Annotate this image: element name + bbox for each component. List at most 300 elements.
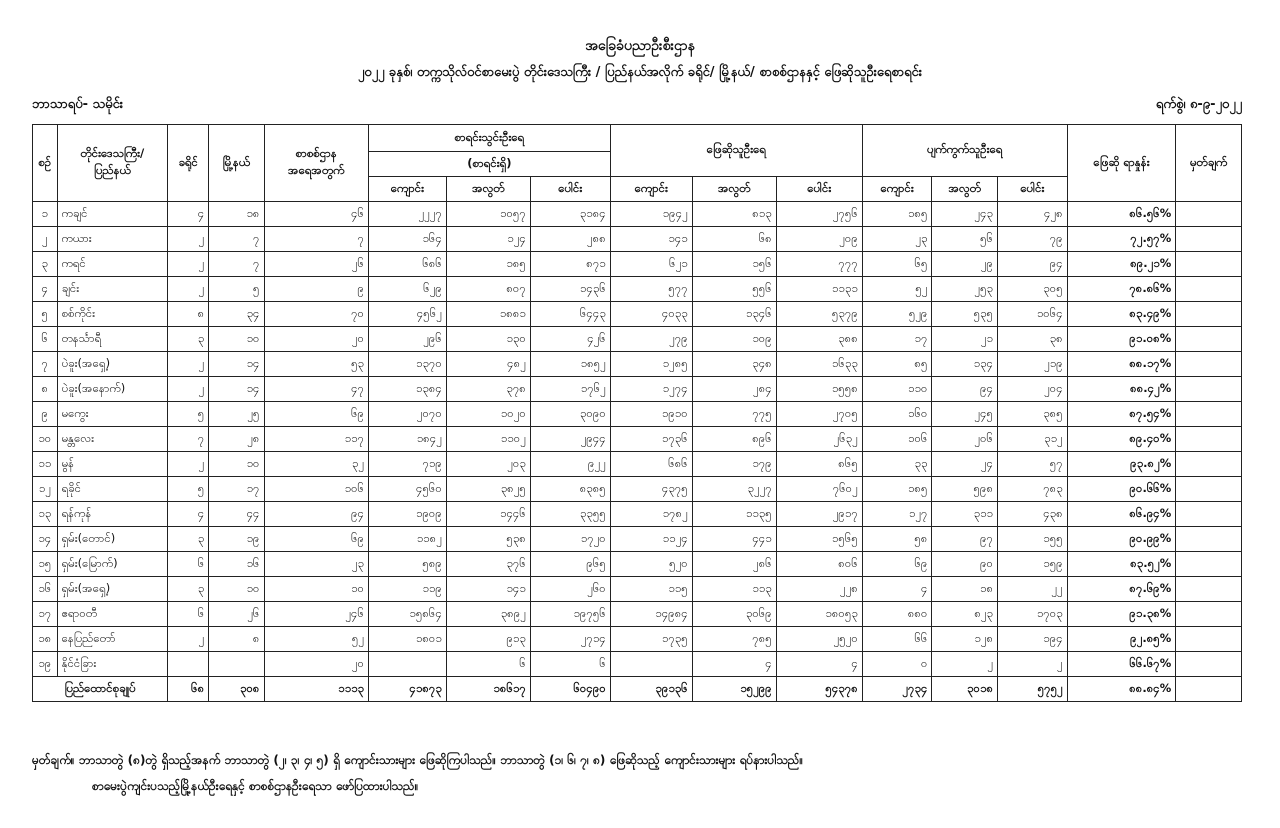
table-row (33, 402, 1242, 427)
cell-no: ၉ (33, 402, 58, 427)
cell-s2: ၁၃၄၆ (692, 302, 776, 327)
cell-s3: ၈၆၅ (776, 452, 862, 477)
cell-d: ၈ (168, 302, 209, 327)
cell-c: ၆၉ (264, 527, 369, 552)
cell-d: ၄ (168, 502, 209, 527)
cell-no: ၁၃ (33, 502, 58, 527)
cell-name: ဧရာဝတီ (57, 602, 168, 627)
cell-remark (1176, 352, 1242, 377)
cell-c: ၂၀ (264, 652, 369, 677)
cell-s1: ၁၉၁၀ (610, 402, 692, 427)
cell-a2: ၁၂၈ (932, 627, 998, 652)
cell-s2: ၄ (692, 652, 776, 677)
cell-a2: ၁၃၄ (932, 352, 998, 377)
cell-a2: ၅၃၅ (932, 302, 998, 327)
cell-r1: ၁၈၄၂ (369, 427, 447, 452)
cell-c: ၁၀ (264, 577, 369, 602)
header-abs-school: ကျောင်း (862, 177, 932, 202)
cell-r1: ၆၂၉ (369, 277, 447, 302)
cell-s1: ၁၇၃၅ (610, 627, 692, 652)
cell-d: ၂ (168, 352, 209, 377)
cell-a3: ၃၁၂ (998, 427, 1068, 452)
cell-t: ၁၉ (209, 527, 264, 552)
cell-a2: ၂၄ (932, 452, 998, 477)
cell-s2: ၁၀၉ (692, 327, 776, 352)
header-township: မြို့နယ် (209, 125, 264, 202)
cell-name: ရှမ်း(တောင်) (57, 527, 168, 552)
cell-s1: ၁၄၁ (610, 227, 692, 252)
cell-r3: ၈၃၈၅ (530, 477, 610, 502)
cell-r2: ၄၈၂ (446, 352, 530, 377)
cell-a2: ၉၄ (932, 377, 998, 402)
cell-r1: ၂၉၆ (369, 327, 447, 352)
cell-s1: ၁၂၈၅ (610, 352, 692, 377)
cell-remark (1176, 527, 1242, 552)
table-row (33, 502, 1242, 527)
cell-name: ရခိုင် (57, 477, 168, 502)
header-sat: ဖြေဆိုသူဦးရေ (610, 125, 862, 177)
table-row (33, 352, 1242, 377)
cell-a2: ၈၂၃ (932, 602, 998, 627)
cell-r2: ၁၃၀ (446, 327, 530, 352)
cell-s3: ၁၅၆၅ (776, 527, 862, 552)
cell-t: ၂၅ (209, 402, 264, 427)
cell-r2: ၁၈၅ (446, 252, 530, 277)
cell-c: ၅၂ (264, 627, 369, 652)
cell-r1: ၇၁၉ (369, 452, 447, 477)
cell-a1: ၁၁၀ (862, 377, 932, 402)
cell-r1 (369, 652, 447, 677)
cell-a1: ၁၀၆ (862, 427, 932, 452)
cell-a2: ၂၄၅ (932, 402, 998, 427)
cell-s2: ၇၈၅ (692, 627, 776, 652)
cell-s1: ၁၉၄၂ (610, 202, 692, 227)
cell-a3: ၃၈ (998, 327, 1068, 352)
cell-s1 (610, 652, 692, 677)
cell-r3: ၂၈၈ (530, 227, 610, 252)
cell-a2: ၂၄၃ (932, 202, 998, 227)
table-row (33, 627, 1242, 652)
cell-name: ကယား (57, 227, 168, 252)
cell-r3: ၆ (530, 652, 610, 677)
cell-a2: ၅၉၈ (932, 477, 998, 502)
cell-s1: ၅၇၇ (610, 277, 692, 302)
cell-a1: ၆၆ (862, 627, 932, 652)
cell-r3: ၉၂၂ (530, 452, 610, 477)
cell-d: ၂ (168, 277, 209, 302)
cell-t: ၁၀ (209, 577, 264, 602)
cell-remark (1176, 602, 1242, 627)
header-registered: စာရင်းသွင်းဦးရေ (369, 125, 611, 152)
cell-s1: ၁၂၇၄ (610, 377, 692, 402)
total-cell-r1: ၄၁၈၇၃ (369, 677, 447, 702)
cell-no: ၁၂ (33, 477, 58, 502)
cell-c: ၁၀၆ (264, 477, 369, 502)
cell-d: ၃ (168, 327, 209, 352)
cell-r3: ၆၄၄၃ (530, 302, 610, 327)
cell-a3: ၃၀၅ (998, 277, 1068, 302)
cell-name: နိုင်ငံခြား (57, 652, 168, 677)
cell-a1: ၁၈၅ (862, 477, 932, 502)
cell-d: ၃ (168, 577, 209, 602)
header-remark: မှတ်ချက် (1176, 125, 1242, 202)
cell-r2: ၁၁၀၂ (446, 427, 530, 452)
cell-s2: ၃၂၂၇ (692, 477, 776, 502)
cell-s2: ၅၅၆ (692, 277, 776, 302)
cell-d: ၂ (168, 377, 209, 402)
cell-t: ၇ (209, 252, 264, 277)
header-reg-total: ပေါင်း (530, 177, 610, 202)
cell-s2: ၂၈၆ (692, 552, 776, 577)
table-row (33, 427, 1242, 452)
cell-t: ၂၆ (209, 602, 264, 627)
cell-d (168, 652, 209, 677)
cell-a2: ၉၀ (932, 552, 998, 577)
cell-a2: ၂၅၃ (932, 277, 998, 302)
cell-no: ၁၇ (33, 602, 58, 627)
cell-c: ၂၃ (264, 552, 369, 577)
cell-a2: ၂၀၆ (932, 427, 998, 452)
cell-a1: ၀ (862, 652, 932, 677)
cell-s2: ၈၉၆ (692, 427, 776, 452)
cell-r3: ၁၈၅၂ (530, 352, 610, 377)
footnote-1: မှတ်ချက်။ ဘာသာတွဲ (၈)တွဲ ရှိသည့်အနက် ဘာသာတွဲ (၂၊ ၃၊ ၄၊ ၅) ရှိ ကျောင်းသားများ ဖြေဆိုကြပါသည်။ ဘာသာတွဲ (၁၊ ၆၊ ၇၊ ၈) ဖြေဆိုသည့် ကျောင်းသားများ ရပ်နားပါသည်။ (32, 753, 804, 767)
header-abs-total: ပေါင်း (998, 177, 1068, 202)
cell-remark (1176, 227, 1242, 252)
header-sat-private: အလွတ် (692, 177, 776, 202)
cell-d: ၂ (168, 227, 209, 252)
header-region: တိုင်းဒေသကြီး/ ပြည်နယ် (57, 125, 168, 202)
cell-a1: ၃၃ (862, 452, 932, 477)
header-registered-sub: (စာရင်းရှိ) (369, 152, 611, 177)
cell-r1: ၁၃၈၄ (369, 377, 447, 402)
cell-r2: ၁၄၁ (446, 577, 530, 602)
cell-a3: ၄၂၈ (998, 202, 1068, 227)
cell-c: ၂၄၆ (264, 602, 369, 627)
cell-r1: ၁၃၇၀ (369, 352, 447, 377)
cell-c: ၂၀ (264, 327, 369, 352)
cell-no: ၄ (33, 277, 58, 302)
cell-s1: ၅၂၀ (610, 552, 692, 577)
cell-r1: ၂၂၂၇ (369, 202, 447, 227)
cell-s1: ၂၇၉ (610, 327, 692, 352)
cell-c: ၅၃ (264, 352, 369, 377)
cell-name: ပဲခူး(အနောက်) (57, 377, 168, 402)
cell-c: ၄၆ (264, 202, 369, 227)
cell-no: ၈ (33, 377, 58, 402)
cell-a3: ၁၉၄ (998, 627, 1068, 652)
cell-s3: ၁၁၃၁ (776, 277, 862, 302)
cell-remark (1176, 327, 1242, 352)
cell-remark (1176, 502, 1242, 527)
cell-t: ၁၄ (209, 377, 264, 402)
cell-remark (1176, 577, 1242, 602)
cell-a3: ၂၀၄ (998, 377, 1068, 402)
cell-remark (1176, 202, 1242, 227)
table-row (33, 302, 1242, 327)
cell-c: ၆၉ (264, 402, 369, 427)
cell-d: ၂ (168, 252, 209, 277)
cell-rate: ၈၆.၅၆% (1067, 202, 1176, 227)
cell-a3: ၅၇ (998, 452, 1068, 477)
cell-t: ၁၄ (209, 352, 264, 377)
table-row (33, 327, 1242, 352)
cell-no: ၁၉ (33, 652, 58, 677)
date-label: ရက်စွဲ၊ ၈-၉-၂၀၂၂ (1155, 97, 1242, 112)
cell-r1: ၅၈၉ (369, 552, 447, 577)
cell-t: ၁၈ (209, 202, 264, 227)
cell-r2: ၁၀၂၀ (446, 402, 530, 427)
table-row (33, 527, 1242, 552)
cell-t: ၂၈ (209, 427, 264, 452)
cell-no: ၁၅ (33, 552, 58, 577)
cell-a1: ၅၈ (862, 527, 932, 552)
cell-r3: ၉၆၅ (530, 552, 610, 577)
header-district: ခရိုင် (168, 125, 209, 202)
cell-d: ၂ (168, 452, 209, 477)
cell-no: ၂ (33, 227, 58, 252)
cell-s3: ၁၆၃၃ (776, 352, 862, 377)
cell-r1: ၄၅၆၀ (369, 477, 447, 502)
cell-name: မန္တလေး (57, 427, 168, 452)
cell-rate: ၈၆.၉၄% (1067, 502, 1176, 527)
cell-remark (1176, 452, 1242, 477)
cell-remark (1176, 477, 1242, 502)
cell-no: ၅ (33, 302, 58, 327)
page-title: အခြေခံပညာဦးစီးဌာန (585, 38, 695, 54)
cell-a3: ၂ (998, 652, 1068, 677)
table-row (33, 377, 1242, 402)
cell-a3: ၁၀၆၄ (998, 302, 1068, 327)
cell-t: ၇ (209, 227, 264, 252)
cell-rate: ၉၀.၆၆% (1067, 477, 1176, 502)
cell-c: ၁၁၇ (264, 427, 369, 452)
cell-r3: ၁၇၂၀ (530, 527, 610, 552)
cell-a1: ၁၆၀ (862, 402, 932, 427)
cell-c: ၃၂ (264, 452, 369, 477)
cell-a2: ၃၁၁ (932, 502, 998, 527)
cell-r1: ၁၆၄ (369, 227, 447, 252)
cell-r2: ၂၀၃ (446, 452, 530, 477)
cell-a2: ၉၇ (932, 527, 998, 552)
cell-rate: ၈၇.၆၉% (1067, 577, 1176, 602)
cell-a1: ၁၂၇ (862, 502, 932, 527)
cell-r3: ၁၇၆၂ (530, 377, 610, 402)
cell-r1: ၁၁၈၂ (369, 527, 447, 552)
cell-a3: ၃၈၅ (998, 402, 1068, 427)
header-centers: စာစစ်ဌာန အရေအတွက် (264, 125, 369, 202)
cell-t: ၁၇ (209, 477, 264, 502)
cell-no: ၁၁ (33, 452, 58, 477)
cell-no: ၇ (33, 352, 58, 377)
cell-s1: ၁၇၈၂ (610, 502, 692, 527)
cell-rate: ၆၆.၆၇% (1067, 652, 1176, 677)
cell-r3: ၃၃၅၅ (530, 502, 610, 527)
cell-no: ၆ (33, 327, 58, 352)
cell-r3: ၃၀၉၀ (530, 402, 610, 427)
cell-a2: ၂၉ (932, 252, 998, 277)
cell-r1: ၁၈၀၁ (369, 627, 447, 652)
cell-s1: ၆၈၆ (610, 452, 692, 477)
cell-a1: ၈၅ (862, 352, 932, 377)
cell-c: ၉ (264, 277, 369, 302)
cell-t: ၅ (209, 277, 264, 302)
cell-rate: ၉၀.၉၉% (1067, 527, 1176, 552)
cell-r3: ၄၂၆ (530, 327, 610, 352)
cell-s2: ၃၀၆၉ (692, 602, 776, 627)
total-cell-s3: ၅၄၃၇၈ (776, 677, 862, 702)
cell-s2: ၆၈ (692, 227, 776, 252)
table-row (33, 202, 1242, 227)
header-absent: ပျက်ကွက်သူဦးရေ (862, 125, 1067, 177)
results-table (32, 124, 1242, 702)
cell-a1: ၁၇ (862, 327, 932, 352)
cell-rate: ၉၁.၃၈% (1067, 602, 1176, 627)
cell-r2: ၃၇၈ (446, 377, 530, 402)
total-cell-c: ၁၁၁၃ (264, 677, 369, 702)
cell-d: ၆ (168, 602, 209, 627)
total-label: ပြည်ထောင်စုချုပ် (33, 677, 168, 702)
cell-a1: ၄ (862, 577, 932, 602)
cell-s3: ၂၇၀၅ (776, 402, 862, 427)
cell-r2: ၁၀၅၇ (446, 202, 530, 227)
cell-r2: ၁၂၄ (446, 227, 530, 252)
cell-remark (1176, 377, 1242, 402)
cell-r1: ၁၉၀၉ (369, 502, 447, 527)
cell-rate: ၈၈.၄၂% (1067, 377, 1176, 402)
total-cell-r2: ၁၈၆၁၇ (446, 677, 530, 702)
cell-a3: ၄၃၈ (998, 502, 1068, 527)
total-cell-rate: ၈၈.၈၄% (1067, 677, 1176, 702)
cell-a3: ၂၂ (998, 577, 1068, 602)
cell-no: ၁၀ (33, 427, 58, 452)
results-table-body (33, 202, 1242, 702)
cell-s2: ၂၈၄ (692, 377, 776, 402)
cell-s3: ၂၇၅၆ (776, 202, 862, 227)
cell-rate: ၈၃.၄၉% (1067, 302, 1176, 327)
total-cell-a2: ၃၀၁၈ (932, 677, 998, 702)
table-row (33, 652, 1242, 677)
cell-r3: ၂၉၄၄ (530, 427, 610, 452)
cell-a3: ၁၅၅ (998, 527, 1068, 552)
cell-a3: ၁၇၀၃ (998, 602, 1068, 627)
header-rate: ဖြေဆို ရာနှုန်း (1067, 125, 1176, 202)
footnote-2: စာမေးပွဲကျင်းပသည့်မြို့နယ်ဦးရေနှင့် စာစစ်ဌာနဦးရေသာ ဖော်ပြထားပါသည်။ (92, 779, 419, 793)
cell-c: ၉၄ (264, 502, 369, 527)
cell-a1: ၁၈၅ (862, 202, 932, 227)
cell-s2: ၈၁၃ (692, 202, 776, 227)
cell-r1: ၁၅၈၆၄ (369, 602, 447, 627)
cell-rate: ၉၃.၈၂% (1067, 452, 1176, 477)
cell-r3: ၂၆၀ (530, 577, 610, 602)
cell-s1: ၁၇၃၆ (610, 427, 692, 452)
cell-r2: ၁၄၄၆ (446, 502, 530, 527)
cell-no: ၁ (33, 202, 58, 227)
cell-rate: ၉၂.၈၅% (1067, 627, 1176, 652)
cell-rate: ၈၉.၄၀% (1067, 427, 1176, 452)
cell-r2: ၉၁၃ (446, 627, 530, 652)
header-sat-total: ပေါင်း (776, 177, 862, 202)
cell-name: ရှမ်း(မြောက်) (57, 552, 168, 577)
cell-name: ချင်း (57, 277, 168, 302)
cell-name: မကွေး (57, 402, 168, 427)
cell-s1: ၁၁၂၄ (610, 527, 692, 552)
cell-s3: ၅၃၇၉ (776, 302, 862, 327)
total-cell-s1: ၃၉၁၃၆ (610, 677, 692, 702)
cell-a1: ၅၂ (862, 277, 932, 302)
cell-rate: ၈၇.၅၄% (1067, 402, 1176, 427)
cell-d: ၂ (168, 627, 209, 652)
cell-s3: ၂၂၈ (776, 577, 862, 602)
cell-s2: ၁၇၉ (692, 452, 776, 477)
header-reg-school: ကျောင်း (369, 177, 447, 202)
cell-d: ၄ (168, 202, 209, 227)
cell-name: ပဲခူး(အရှေ့) (57, 352, 168, 377)
cell-s3: ၇၇၇ (776, 252, 862, 277)
cell-rate: ၇၂.၅၇% (1067, 227, 1176, 252)
cell-remark (1176, 427, 1242, 452)
cell-remark (1176, 302, 1242, 327)
cell-r1: ၂၀၇၀ (369, 402, 447, 427)
cell-c: ၇ (264, 227, 369, 252)
cell-s1: ၁၁၅ (610, 577, 692, 602)
total-cell-a3: ၅၇၅၂ (998, 677, 1068, 702)
cell-name: ကရင် (57, 252, 168, 277)
cell-a1: ၆၉ (862, 552, 932, 577)
cell-s2: ၁၁၃ (692, 577, 776, 602)
cell-t: ၁၀ (209, 452, 264, 477)
cell-name: မွန် (57, 452, 168, 477)
table-row (33, 452, 1242, 477)
cell-r2: ၁၈၈၁ (446, 302, 530, 327)
cell-t (209, 652, 264, 677)
cell-s3: ၃၈၈ (776, 327, 862, 352)
cell-no: ၁၈ (33, 627, 58, 652)
cell-no: ၁၄ (33, 527, 58, 552)
total-cell-remark (1176, 677, 1242, 702)
cell-no: ၃ (33, 252, 58, 277)
total-cell-t: ၃၀၈ (209, 677, 264, 702)
cell-s1: ၆၂၁ (610, 252, 692, 277)
cell-name: ကချင် (57, 202, 168, 227)
cell-r3: ၁၄၃၆ (530, 277, 610, 302)
cell-s3: ၂၆၃၂ (776, 427, 862, 452)
cell-rate: ၈၈.၁၇% (1067, 352, 1176, 377)
cell-remark (1176, 252, 1242, 277)
table-row (33, 227, 1242, 252)
cell-a1: ၆၅ (862, 252, 932, 277)
cell-t: ၃၄ (209, 302, 264, 327)
cell-s2: ၇၇၅ (692, 402, 776, 427)
cell-r3: ၁၉၇၅၆ (530, 602, 610, 627)
cell-s1: ၁၄၉၈၄ (610, 602, 692, 627)
cell-c: ၂၆ (264, 252, 369, 277)
cell-d: ၇ (168, 427, 209, 452)
cell-remark (1176, 277, 1242, 302)
cell-name: ရန်ကုန် (57, 502, 168, 527)
cell-a2: ၅၆ (932, 227, 998, 252)
cell-t: ၈ (209, 627, 264, 652)
cell-r2: ၈၀၇ (446, 277, 530, 302)
cell-s3: ၈၀၆ (776, 552, 862, 577)
cell-r3: ၃၁၈၄ (530, 202, 610, 227)
header-no: စဉ် (33, 125, 58, 202)
cell-s3: ၁၅၅၈ (776, 377, 862, 402)
cell-a2: ၂ (932, 652, 998, 677)
cell-r2: ၆ (446, 652, 530, 677)
cell-d: ၆ (168, 552, 209, 577)
cell-r3: ၈၇၁ (530, 252, 610, 277)
